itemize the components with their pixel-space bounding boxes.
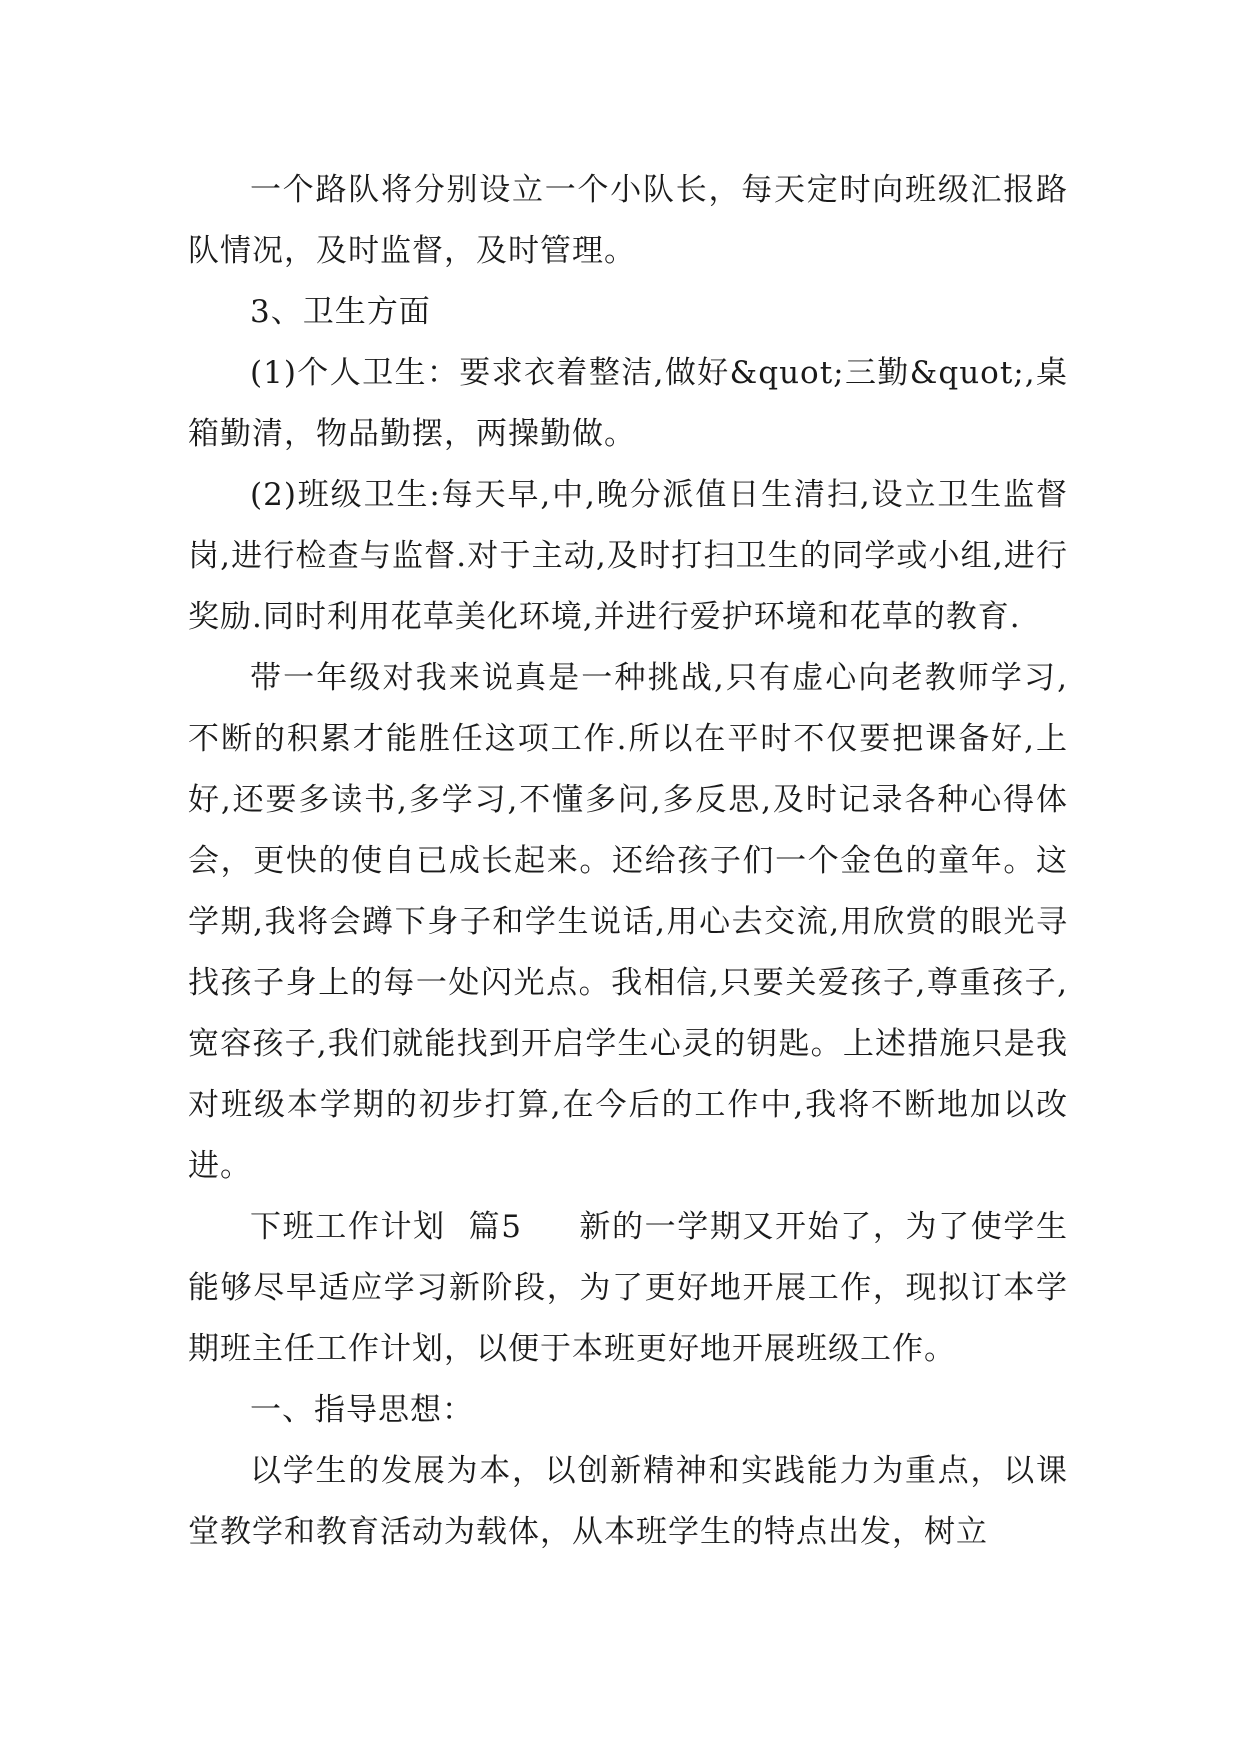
paragraph-plan-5-intro: 下班工作计划 篇5 新的一学期又开始了，为了使学生能够尽早适应学习新阶段，为了更好地开展工作，现拟订本学期班主任工作计划，以便于本班更好地开展班级工作。 xyxy=(188,1209,1068,1367)
paragraph-personal-hygiene: (1)个人卫生：要求衣着整洁,做好&quot;三勤&quot;,桌箱勤清，物品勤摆，两操勤做。 xyxy=(188,355,1068,452)
paragraph-first-grade-challenge: 带一年级对我来说真是一种挑战,只有虚心向老教师学习,不断的积累才能胜任这项工作.所以在平时不仅要把课备好,上好,还要多读书,多学习,不懂多问,多反思,及时记录各种心得体会，更快的使自已成长起来。还给孩子们一个金色的童年。这学期,我将会蹲下身子和学生说话,用心去交流,用欣赏的眼光寻找孩子身上的每一处闪光点。我相信,只要关爱孩子,尊重孩子,宽容孩子,我们就能找到开启学生心灵的钥匙。上述措施只是我对班级本学期的初步打算,在今后的工作中,我将不断地加以改进。 xyxy=(188,660,1068,1184)
paragraph-class-hygiene: (2)班级卫生:每天早,中,晚分派值日生清扫,设立卫生监督岗,进行检查与监督.对于主动,及时打扫卫生的同学或小组,进行奖励.同时利用花草美化环境,并进行爱护环境和花草的教育. xyxy=(188,477,1068,635)
paragraph-guiding-thought: 以学生的发展为本，以创新精神和实践能力为重点，以课堂教学和教育活动为载体，从本班学生的特点出发，树立 xyxy=(188,1453,1068,1550)
paragraph-road-team: 一个路队将分别设立一个小队长，每天定时向班级汇报路队情况，及时监督，及时管理。 xyxy=(188,172,1068,269)
document-body xyxy=(188,160,1068,1563)
heading-guiding-thought: 一、指导思想： xyxy=(250,1392,474,1428)
heading-hygiene: 3、卫生方面 xyxy=(250,294,431,330)
